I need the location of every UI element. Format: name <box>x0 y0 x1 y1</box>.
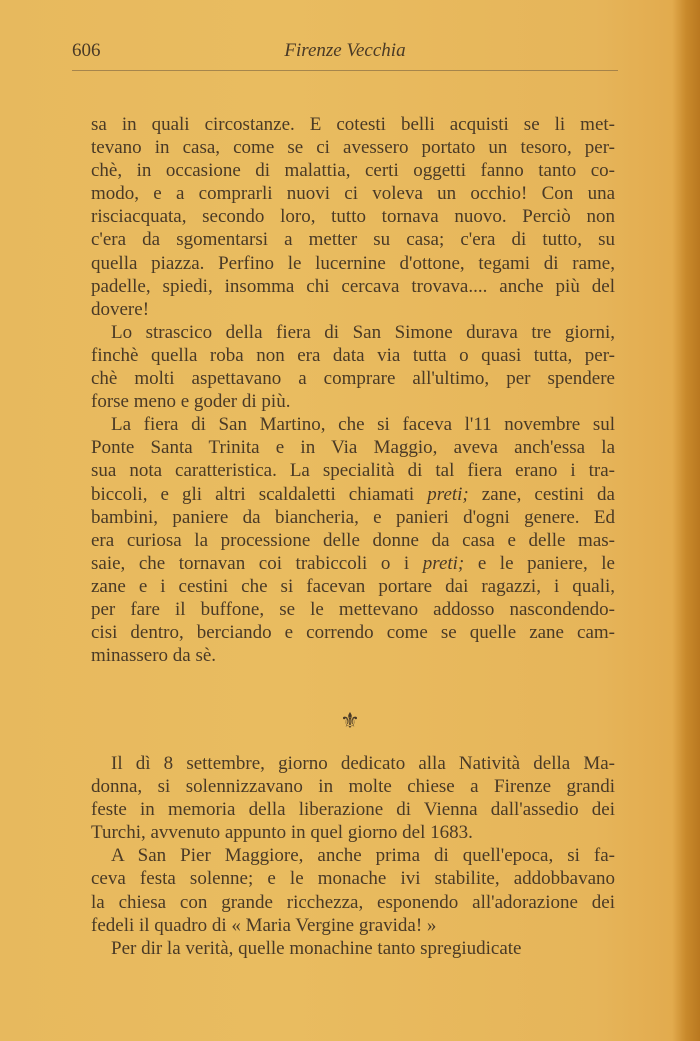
text-line: Lo strascico della fiera di San Simone durava tre giorni, <box>111 321 615 343</box>
body-text-section-1 <box>91 113 615 667</box>
text-line: finchè quella roba non era data via tutta o quasi tutta, per- <box>91 344 615 366</box>
text-line: cisi dentro, berciando e correndo come se quelle zane cam- <box>91 622 615 644</box>
text-line: dovere! <box>91 298 150 320</box>
text-line: forse meno e goder di più. <box>91 391 291 413</box>
text-line: A San Pier Maggiore, anche prima di quell'epoca, si fa- <box>111 845 615 867</box>
text-line: tevano in casa, come se ci avessero portato un tesoro, per- <box>91 137 615 159</box>
running-title: Firenze Vecchia <box>284 40 406 61</box>
body-text-section-2 <box>91 752 615 960</box>
text-line: padelle, spiedi, insomma chi cercava trovava.... anche più del <box>91 275 615 297</box>
text-line: biccoli, e gli altri scaldaletti chiamati preti; zane, cestini da <box>91 483 615 505</box>
text-line: Turchi, avvenuto appunto in quel giorno del 1683. <box>91 822 473 844</box>
text-line: bambini, paniere da biancheria, e panieri d'ogni genere. Ed <box>91 506 615 528</box>
text-line: ceva festa solenne; e le monache ivi stabilite, addobbavano <box>91 868 615 890</box>
text-line: chè molti aspettavano a comprare all'ultimo, per spendere <box>91 368 615 390</box>
header-rule <box>72 70 618 71</box>
text-line: donna, si solennizzavano in molte chiese a Firenze grandi <box>91 776 615 798</box>
running-header <box>72 40 618 64</box>
text-line: modo, e a comprarli nuovi ci voleva un occhio! Con una <box>91 183 615 205</box>
text-line: fedeli il quadro di « Maria Vergine gravida! » <box>91 914 437 936</box>
text-line: chè, in occasione di malattia, certi oggetti fanno tanto co- <box>91 160 615 182</box>
italic-word: preti; <box>427 483 469 505</box>
text-line: minassero da sè. <box>91 645 217 667</box>
text-line: Il dì 8 settembre, giorno dedicato alla Natività della Ma- <box>111 753 615 774</box>
fleur-de-lis-ornament: ⚜ <box>340 708 360 733</box>
text-line: saie, che tornavan coi trabiccoli o i preti; e le paniere, le <box>91 552 615 574</box>
text-line: quella piazza. Perfino le lucernine d'ottone, tegami di rame, <box>91 252 615 274</box>
text-line: era curiosa la processione delle donne da casa e delle mas- <box>91 529 615 551</box>
text-line: Per dir la verità, quelle monachine tanto spregiudicate <box>111 937 522 959</box>
text-line: zane e i cestini che si facevan portare dai ragazzi, i quali, <box>91 575 615 597</box>
text-line: la chiesa con grande ricchezza, esponendo all'adorazione dei <box>91 891 615 913</box>
text-line: sa in quali circostanze. E cotesti belli acquisti se li met- <box>91 114 615 135</box>
text-line: c'era da sgomentarsi a metter su casa; c'era di tutto, su <box>91 229 615 251</box>
page-number: 606 <box>72 40 101 61</box>
italic-word: preti; <box>422 552 465 574</box>
text-line: sua nota caratteristica. La specialità di tal fiera erano i tra- <box>91 460 615 482</box>
text-line: Ponte Santa Trinita e in Via Maggio, aveva anch'essa la <box>91 437 615 459</box>
text-line: risciacquata, secondo loro, tutto tornava nuovo. Perciò non <box>91 206 615 228</box>
text-line: per fare il buffone, se le mettevano addosso nascondendo- <box>91 598 615 620</box>
text-line: La fiera di San Martino, che si faceva l'11 novembre sul <box>111 414 615 436</box>
text-line: feste in memoria della liberazione di Vienna dall'assedio dei <box>91 799 615 821</box>
